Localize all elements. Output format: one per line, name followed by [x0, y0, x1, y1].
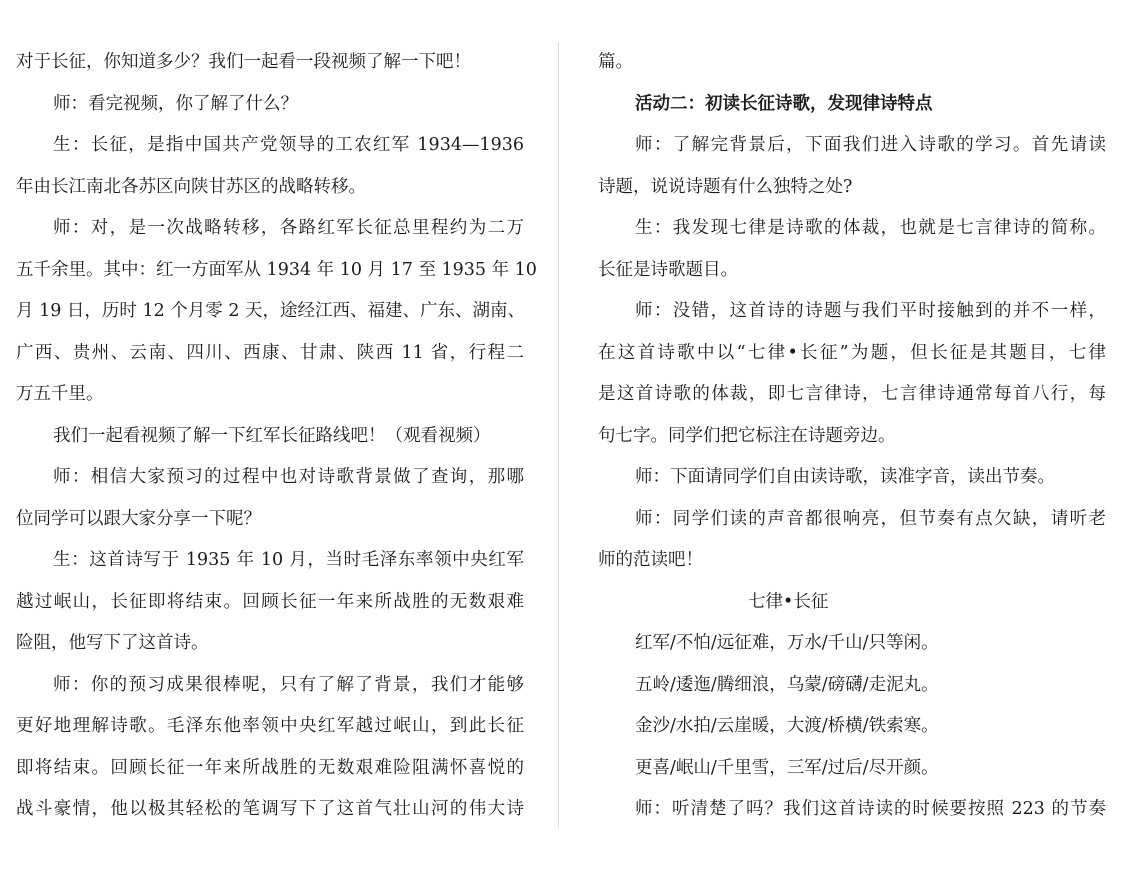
text-line: 对于长征，你知道多少？我们一起看一段视频了解一下吧！ — [16, 52, 471, 72]
text-line: 即将结束。回顾长征一年来所战胜的无数艰难险阻满怀喜悦的 — [16, 757, 524, 778]
text-line: 五岭/逶迤/腾细浪，乌蒙/磅礴/走泥丸。 — [635, 674, 939, 695]
text-line: 句七字。同学们把它标注在诗题旁边。 — [598, 425, 896, 446]
text-line: 广西、贵州、云南、四川、西康、甘肃、陕西 11 省，行程二 — [16, 342, 524, 363]
text-line: 更喜/岷山/千里雪，三军/过后/尽开颜。 — [635, 757, 939, 778]
text-line: 险阻，他写下了这首诗。 — [16, 633, 209, 653]
text-line: 诗题，说说诗题有什么独特之处? — [598, 176, 853, 197]
text-line: 师：看完视频，你了解了什么？ — [53, 93, 298, 114]
text-line: 师：没错，这首诗的诗题与我们平时接触到的并不一样， — [635, 301, 1106, 321]
text-line: 师：同学们读的声音都很响亮，但节奏有点欠缺，请听老 — [635, 508, 1106, 529]
text-line: 红军/不怕/远征难，万水/千山/只等闲。 — [635, 633, 939, 653]
right-column — [598, 42, 1106, 831]
text-line: 师：下面请同学们自由读诗歌，读准字音，读出节奏。 — [635, 467, 1055, 487]
text-line: 师：相信大家预习的过程中也对诗歌背景做了查询，那哪 — [53, 467, 524, 487]
text-line: 师的范读吧！ — [598, 550, 703, 570]
text-line: 师：对，是一次战略转移，各路红军长征总里程约为二万 — [53, 218, 524, 238]
text-line: 金沙/水拍/云崖暖，大渡/桥横/铁索寒。 — [635, 716, 939, 736]
text-line: 师：听清楚了吗？我们这首诗读的时候要按照 223 的节奏 — [635, 799, 1106, 819]
column-divider — [558, 42, 559, 827]
text-line: 越过岷山，长征即将结束。回顾长征一年来所战胜的无数艰难 — [16, 591, 524, 612]
text-line: 五千余里。其中：红一方面军从 1934 年 10 月 17 至 1935 年 10 — [16, 259, 537, 280]
text-line: 师：你的预习成果很棒呢，只有了解了背景，我们才能够 — [53, 674, 524, 695]
text-line: 战斗豪情，他以极其轻松的笔调写下了这首气壮山河的伟大诗 — [16, 799, 524, 819]
poem-title: 七律•长征 — [748, 591, 829, 612]
text-line: 在这首诗歌中以“七律•长征”为题，但长征是其题目，七律 — [598, 342, 1106, 363]
text-line: 篇。 — [598, 52, 633, 72]
text-line: 师：了解完背景后，下面我们进入诗歌的学习。首先请读 — [635, 135, 1106, 155]
text-line: 我们一起看视频了解一下红军长征路线吧！（观看视频） — [53, 425, 491, 446]
text-line: 生：长征，是指中国共产党领导的工农红军 1934—1936 — [53, 135, 524, 155]
text-line: 是这首诗歌的体裁，即七言律诗，七言律诗通常每首八行，每 — [598, 384, 1106, 404]
text-line: 月 19 日，历时 12 个月零 2 天，途经江西、福建、广东、湖南、 — [16, 301, 526, 321]
text-line: 万五千里。 — [16, 384, 104, 404]
text-line: 长征是诗歌题目。 — [598, 259, 738, 280]
text-line: 生：我发现七律是诗歌的体裁，也就是七言律诗的简称。 — [635, 218, 1106, 238]
section-heading: 活动二：初读长征诗歌，发现律诗特点 — [635, 93, 933, 114]
text-line: 年由长江南北各苏区向陕甘苏区的战略转移。 — [16, 176, 366, 197]
text-line: 更好地理解诗歌。毛泽东他率领中央红军越过岷山，到此长征 — [16, 716, 524, 736]
text-line: 生：这首诗写于 1935 年 10 月，当时毛泽东率领中央红军 — [53, 550, 524, 570]
text-line: 位同学可以跟大家分享一下呢？ — [16, 508, 261, 529]
left-column — [16, 42, 537, 831]
